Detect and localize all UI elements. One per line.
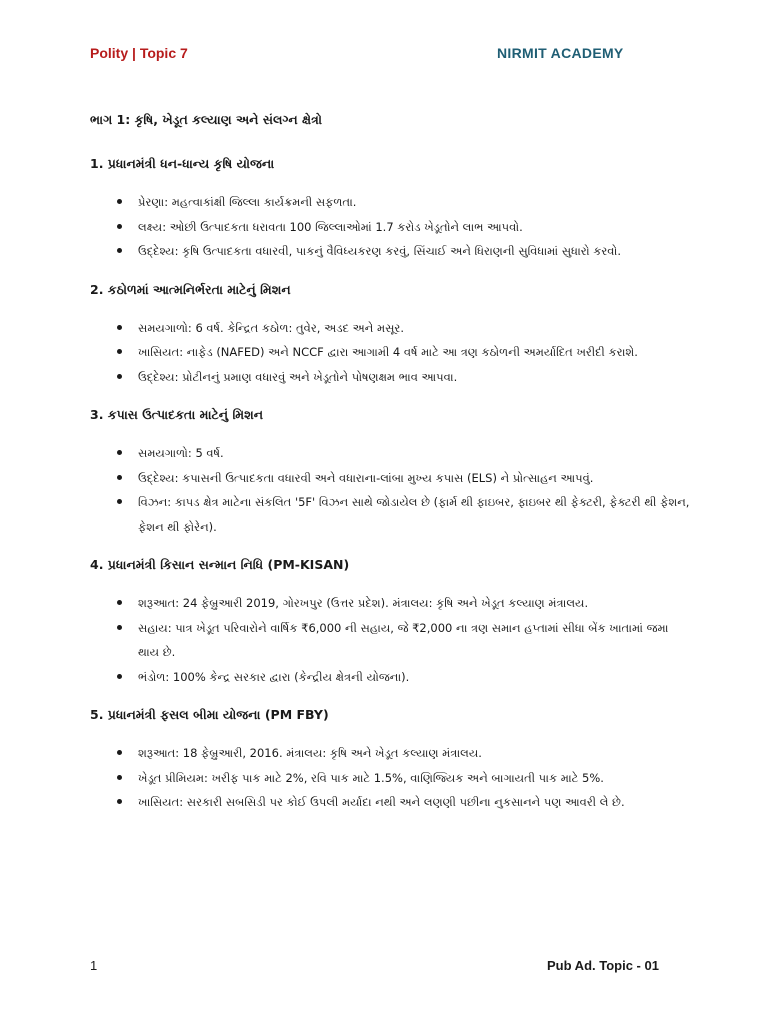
header-academy-name: NIRMIT ACADEMY [497,45,624,61]
list-item: ઉદ્દેશ્ય: પ્રોટીનનું પ્રમાણ વધારવું અને ખેડૂતોને પોષણક્ષમ ભાવ આપવા. [138,365,690,390]
section-heading: 2. કઠોળમાં આત્મનિર્ભરતા માટેનું મિશન [90,281,291,297]
bullet-list [90,741,690,815]
section-heading: 3. કપાસ ઉત્પાદકતા માટેનું મિશન [90,407,264,422]
list-item: સહાય: પાત્ર ખેડૂત પરિવારોને વાર્ષિક ₹6,000 ની સહાય, જે ₹2,000 ના ત્રણ સમાન હપ્તામાં સીધા બેંક ખાતામાં જમા થાય છે. [138,616,690,665]
header-topic-label: Polity | Topic 7 [90,45,188,61]
list-item: સમયગાળો: 6 વર્ષ. કેન્દ્રિત કઠોળ: તુવેર, અડદ અને મસૂર. [138,316,690,341]
bullet-list [90,316,690,390]
list-item: સમયગાળો: 5 વર્ષ. [138,441,690,466]
list-item: પ્રેરણા: મહત્વાકાંક્ષી જિલ્લા કાર્યક્રમની સફળતા. [138,190,690,215]
list-item: વિઝન: કાપડ ક્ષેત્ર માટેના સંકલિત '5F' વિઝન સાથે જોડાયેલ છે (ફાર્મ થી ફાઇબર, ફાઇબર થી ફેક્ટરી, ફેક્ટરી થી ફેશન, ફેશન થી ફોરેન). [138,490,690,539]
list-item: શરૂઆત: 18 ફેબ્રુઆરી, 2016. મંત્રાલય: કૃષિ અને ખેડૂત કલ્યાણ મંત્રાલય. [138,741,690,766]
section-heading: 4. પ્રધાનમંત્રી કિસાન સન્માન નિધિ (PM-KISAN) [90,557,350,572]
section-2 [90,280,690,390]
section-3 [90,405,690,539]
list-item: ઉદ્દેશ્ય: કપાસની ઉત્પાદકતા વધારવી અને વધારાના-લાંબા મુખ્ય કપાસ (ELS) ને પ્રોત્સાહન આપવું. [138,466,690,491]
section-4 [90,555,690,689]
list-item: ઉદ્દેશ્ય: કૃષિ ઉત્પાદકતા વધારવી, પાકનું વૈવિધ્યકરણ કરવું, સિંચાઈ અને ધિરાણની સુવિધામાં સુધારો કરવો. [138,239,690,264]
list-item: લક્ષ્ય: ઓછી ઉત્પાદકતા ધરાવતા 100 જિલ્લાઓમાં 1.7 કરોડ ખેડૂતોને લાભ આપવો. [138,215,690,240]
section-1 [90,154,690,264]
page-number: 1 [90,958,98,973]
list-item: ભંડોળ: 100% કેન્દ્ર સરકાર દ્વારા (કેન્દ્રીય ક્ષેત્રની યોજના). [138,665,690,690]
section-heading: 1. પ્રધાનમંત્રી ધન-ધાન્ય કૃષિ યોજના [90,156,275,171]
list-item: ખાસિયત: સરકારી સબસિડી પર કોઈ ઉપલી મર્યાદા નથી અને લણણી પછીના નુકસાનને પણ આવરી લે છે. [138,790,690,815]
section-heading: 5. પ્રધાનમંત્રી ફસલ બીમા યોજના (PM FBY) [90,707,329,722]
list-item: ખાસિયત: નાફેડ (NAFED) અને NCCF દ્વારા આગામી 4 વર્ષ માટે આ ત્રણ કઠોળની અમર્યાદિત ખરીદી કરાશે. [138,340,690,365]
footer-topic-label: Pub Ad. Topic - 01 [547,958,659,973]
bullet-list [90,190,690,264]
section-5 [90,705,690,815]
document-body [90,110,690,831]
list-item: ખેડૂત પ્રીમિયમ: ખરીફ પાક માટે 2%, રવિ પાક માટે 1.5%, વાણિજ્યિક અને બાગાયતી પાક માટે 5%. [138,766,690,791]
bullet-list [90,441,690,539]
part-heading: ભાગ 1: કૃષિ, ખેડૂત કલ્યાણ અને સંલગ્ન ક્ષેત્રો [90,112,322,127]
bullet-list [90,591,690,689]
list-item: શરૂઆત: 24 ફેબ્રુઆરી 2019, ગોરખપુર (ઉત્તર પ્રદેશ). મંત્રાલય: કૃષિ અને ખેડૂત કલ્યાણ મંત્રાલય. [138,591,690,616]
